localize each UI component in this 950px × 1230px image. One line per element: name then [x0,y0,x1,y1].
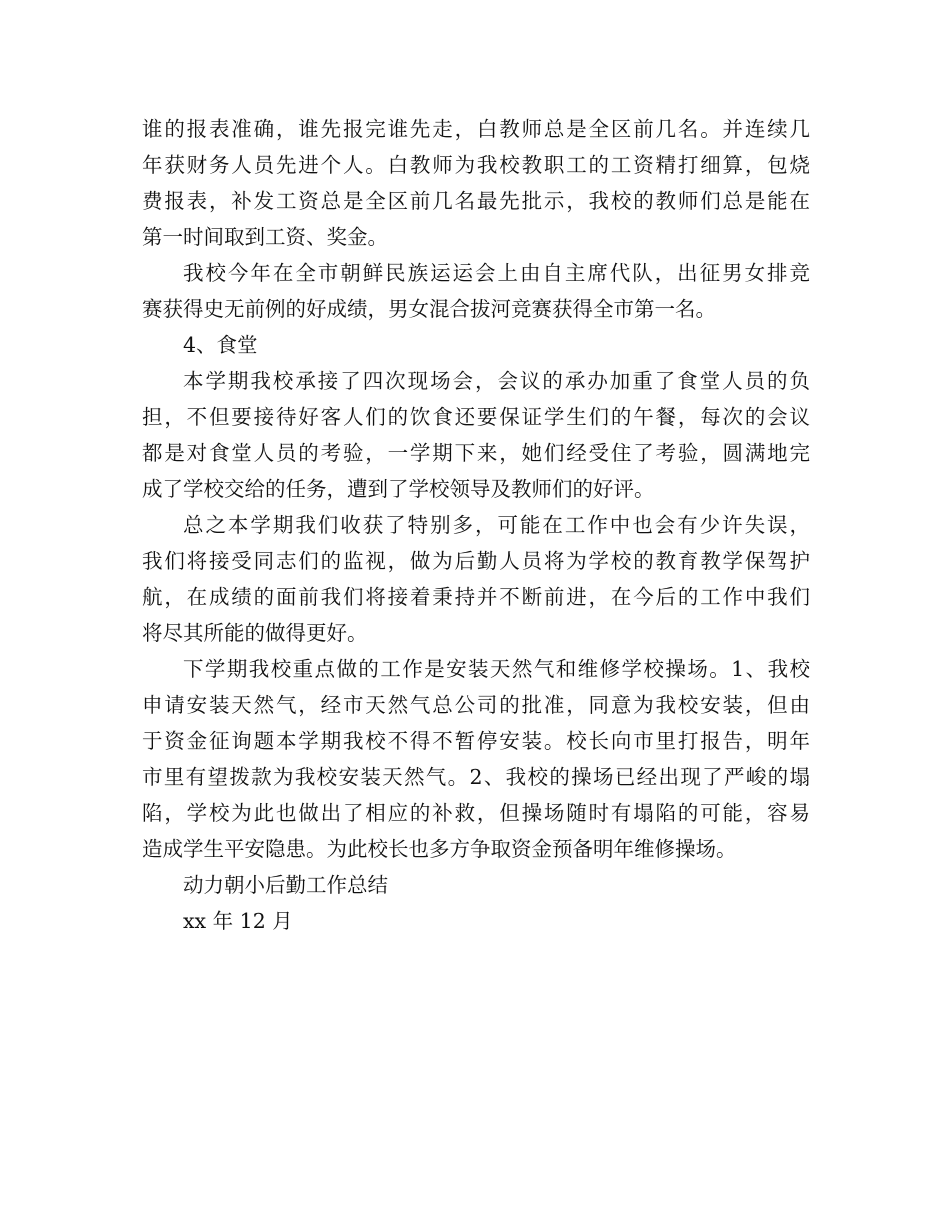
text-line: 申请安装天然气，经市天然气总公司的批准，同意为我校安装，但由 [142,693,810,717]
section-heading-canteen [142,327,810,363]
text-line: 市里有望拨款为我校安装天然气。2、我校的操场已经出现了严峻的塌 [142,765,810,789]
text-line: 我校今年在全市朝鲜民族运运会上由自主席代队，出征男女排竞 [183,261,810,285]
paragraph-sports-meet [142,255,810,327]
text-line: 陷，学校为此也做出了相应的补救，但操场随时有塌陷的可能，容易 [142,801,810,825]
paragraph-summary [142,507,810,651]
text-line: 我们将接受同志们的监视，做为后勤人员将为学校的教育教学保驾护 [142,549,810,573]
document-body [142,111,810,939]
paragraph-next-term-plan [142,651,810,867]
text-line: 谁的报表准确，谁先报完谁先走，白教师总是全区前几名。并连续几 [142,117,810,141]
text-line: 担，不但要接待好客人们的饮食还要保证学生们的午餐，每次的会议 [142,405,810,429]
text-line: 航，在成绩的面前我们将接着秉持并不断前进，在今后的工作中我们 [142,585,810,609]
text-line: 成了学校交给的任务，遭到了学校领导及教师们的好评。 [142,477,655,501]
signature-block [142,867,810,939]
text-line: 费报表，补发工资总是全区前几名最先批示，我校的教师们总是能在 [142,189,810,213]
text-line: 下学期我校重点做的工作是安装天然气和维修学校操场。1、我校 [183,657,810,681]
text-line: 都是对食堂人员的考验，一学期下来，她们经受住了考验，圆满地完 [142,441,810,465]
text-line: 本学期我校承接了四次现场会，会议的承办加重了食堂人员的负 [183,369,810,393]
text-line: 于资金征询题本学期我校不得不暂停安装。校长向市里打报告，明年 [142,729,810,753]
paragraph-finance-staff [142,111,810,255]
section-heading: 4、食堂 [183,333,258,357]
text-line: 将尽其所能的做得更好。 [142,621,368,645]
text-line: 第一时间取到工资、奖金。 [142,225,388,249]
text-line: 造成学生平安隐患。为此校长也多方争取资金预备明年维修操场。 [142,837,737,861]
paragraph-canteen [142,363,810,507]
signature-date: xx 年 12 月 [183,909,293,933]
text-line: 年获财务人员先进个人。白教师为我校教职工的工资精打细算，包烧 [142,153,810,177]
text-line: 总之本学期我们收获了特别多，可能在工作中也会有少许失误， [183,513,810,537]
text-line: 赛获得史无前例的好成绩，男女混合拔河竞赛获得全市第一名。 [142,297,716,321]
signature-title: 动力朝小后勤工作总结 [183,873,388,897]
